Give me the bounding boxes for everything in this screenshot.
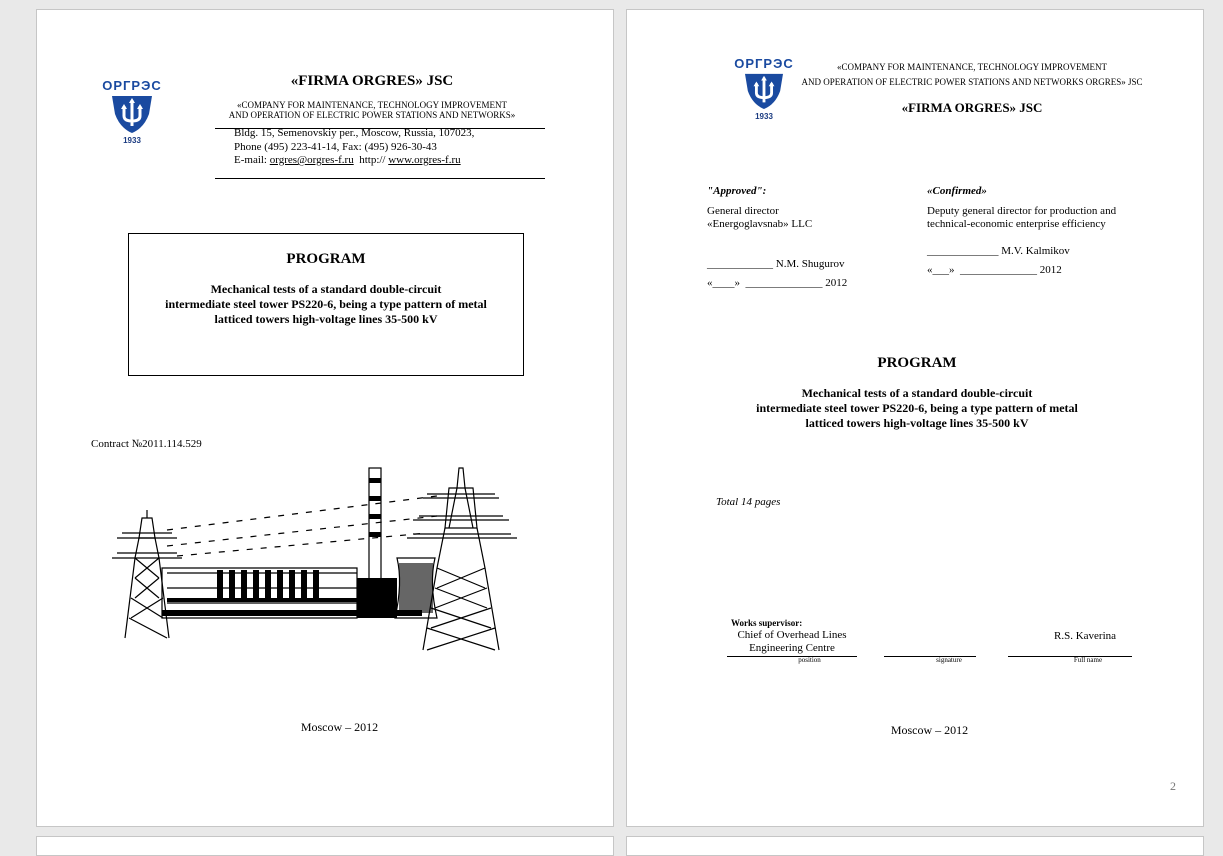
email-link[interactable]: orgres@orgres-f.ru — [269, 154, 354, 166]
power-station-illustration — [107, 458, 537, 658]
caption-fullname: Full name — [1073, 656, 1103, 664]
company-line-2: AND OPERATION OF ELECTRIC POWER STATIONS AND NETWORKS ORGRES» JSC — [801, 77, 1143, 87]
approved-label: "Approved": — [707, 185, 767, 197]
program-box — [128, 233, 524, 376]
position-line-1: Chief of Overhead Lines — [737, 629, 847, 641]
company-line-1: «COMPANY FOR MAINTENANCE, TECHNOLOGY IMPROVEMENT — [836, 62, 1108, 72]
approved-date-line: «____» ______________ 2012 — [707, 277, 848, 289]
program-line-3: latticed towers high-voltage lines 35-500 kV — [214, 312, 438, 326]
contract-number: Contract №2011.114.529 — [91, 438, 202, 450]
cover-footer: Moscow – 2012 — [300, 720, 379, 734]
document-page-3 — [36, 836, 614, 856]
program-line-2: intermediate steel tower PS220-6, being a type pattern of metal — [165, 297, 487, 311]
company-line-1: «COMPANY FOR MAINTENANCE, TECHNOLOGY IMPROVEMENT — [236, 100, 508, 110]
confirmed-role-1: Deputy general director for production and — [927, 205, 1117, 217]
page2-footer: Moscow – 2012 — [890, 723, 969, 737]
approved-role-2: «Energoglavsnab» LLC — [707, 218, 813, 230]
total-pages: Total 14 pages — [716, 496, 781, 508]
program-line-1: Mechanical tests of a standard double-circuit — [801, 386, 1033, 400]
confirmed-date-line: «___» ______________ 2012 — [927, 264, 1062, 276]
approved-signature-line: ____________ N.M. Shugurov — [707, 258, 845, 270]
logo-text: ОРГРЭС — [734, 56, 794, 71]
header-rule-bottom — [215, 178, 545, 179]
trident-shield-icon — [109, 94, 155, 134]
document-page-2 — [626, 9, 1204, 827]
program-title: PROGRAM — [877, 355, 957, 371]
caption-signature: signature — [936, 656, 962, 664]
logo-year: 1933 — [755, 112, 773, 121]
orgres-logo — [97, 78, 167, 150]
document-page-4 — [626, 836, 1204, 856]
approved-role-1: General director — [707, 205, 779, 217]
supervisor-name: R.S. Kaverina — [1054, 630, 1117, 642]
confirmed-signature-line: _____________ M.V. Kalmikov — [927, 245, 1070, 257]
confirmed-role-2: technical-economic enterprise efficiency — [927, 218, 1106, 230]
contact-line — [234, 154, 461, 166]
email-label: E-mail: — [234, 154, 270, 166]
logo-year: 1933 — [123, 136, 141, 145]
caption-position: position — [798, 656, 821, 664]
page-number: 2 — [1170, 779, 1176, 793]
address: Bldg. 15, Semenovskiy per., Moscow, Russia, 107023, — [234, 127, 475, 139]
orgres-logo — [727, 56, 801, 128]
firm-name: «FIRMA ORGRES» JSC — [901, 100, 1043, 115]
program-line-1: Mechanical tests of a standard double-circuit — [210, 282, 442, 296]
logo-text: ОРГРЭС — [102, 78, 162, 93]
confirmed-label: «Confirmed» — [927, 185, 987, 197]
firm-name: «FIRMA ORGRES» JSC — [290, 73, 454, 89]
website-link[interactable]: www.orgres-f.ru — [388, 154, 461, 166]
http-label: http:// — [353, 154, 389, 166]
works-supervisor-label: Works supervisor: — [731, 618, 803, 628]
document-page-1 — [36, 9, 614, 827]
phone: Phone (495) 223-41-14, Fax: (495) 926-30-43 — [234, 141, 437, 153]
position-line-2: Engineering Centre — [749, 642, 835, 654]
trident-shield-icon — [741, 72, 787, 110]
program-title: PROGRAM — [286, 251, 366, 267]
program-line-2: intermediate steel tower PS220-6, being a type pattern of metal — [756, 401, 1078, 415]
company-line-2: AND OPERATION OF ELECTRIC POWER STATIONS AND NETWORKS» — [228, 110, 516, 120]
program-line-3: latticed towers high-voltage lines 35-500 kV — [805, 416, 1029, 430]
